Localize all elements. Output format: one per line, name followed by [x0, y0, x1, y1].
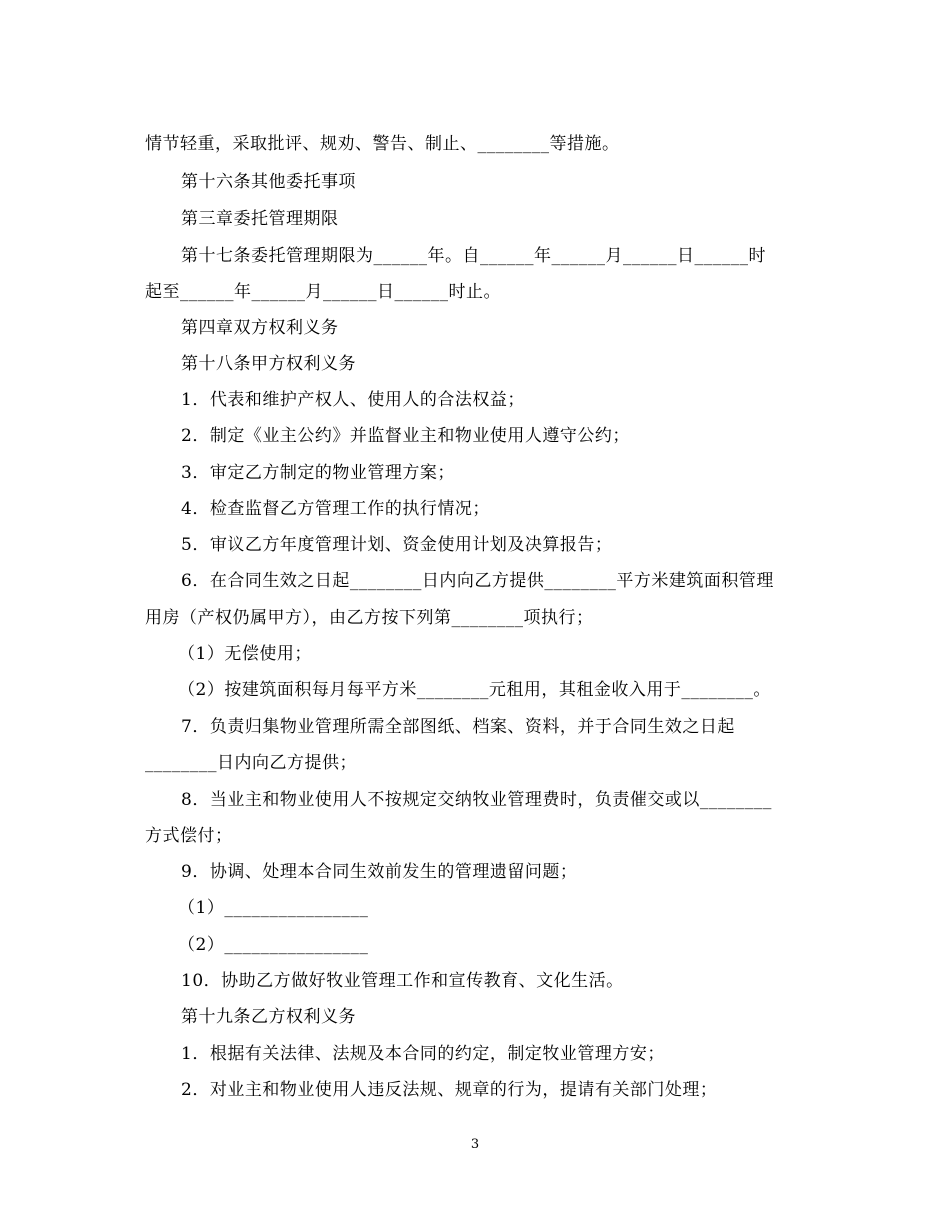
text-line: 方式偿付； — [145, 826, 233, 846]
list-item: 7．负责归集物业管理所需全部图纸、档案、资料，并于合同生效之日起 — [181, 717, 735, 737]
text-line: 用房（产权仍属甲方），由乙方按下列第________项执行； — [145, 608, 594, 628]
list-item: 9．协调、处理本合同生效前发生的管理遗留问题； — [181, 862, 578, 882]
text-line: ________日内向乙方提供； — [145, 753, 357, 773]
list-item: 5．审议乙方年度管理计划、资金使用计划及决算报告； — [181, 535, 613, 555]
list-item: 4．检查监督乙方管理工作的执行情况； — [181, 499, 490, 519]
section-heading: 第十九条乙方权利义务 — [181, 1007, 356, 1027]
list-item: 8．当业主和物业使用人不按规定交纳牧业管理费时，负责催交或以________ — [181, 790, 772, 810]
list-item: （1）________________ — [178, 898, 369, 918]
page-number: 3 — [470, 1137, 480, 1152]
list-item: 10．协助乙方做好牧业管理工作和宣传教育、文化生活。 — [181, 971, 624, 991]
text-line: 情节轻重，采取批评、规劝、警告、制止、________等措施。 — [145, 134, 620, 154]
section-heading: 第十八条甲方权利义务 — [181, 354, 356, 374]
chapter-heading: 第四章双方权利义务 — [181, 318, 339, 338]
list-item: （2）按建筑面积每月每平方米________元租用，其租金收入用于________。 — [178, 680, 771, 700]
list-item: （2）________________ — [178, 935, 369, 955]
list-item: （1）无偿使用； — [178, 644, 312, 664]
list-item: 1．代表和维护产权人、使用人的合法权益； — [181, 390, 525, 410]
list-item: 3．审定乙方制定的物业管理方案； — [181, 463, 455, 483]
list-item: 6．在合同生效之日起________日内向乙方提供________平方米建筑面积管理 — [181, 571, 774, 591]
chapter-heading: 第三章委托管理期限 — [181, 209, 339, 229]
list-item: 2．对业主和物业使用人违反法规、规章的行为，提请有关部门处理； — [181, 1080, 718, 1100]
list-item: 2．制定《业主公约》并监督业主和物业使用人遵守公约； — [181, 426, 630, 446]
text-line: 第十七条委托管理期限为______年。自______年______月______日______时 — [181, 246, 766, 266]
list-item: 1．根据有关法律、法规及本合同的约定，制定牧业管理方安； — [181, 1044, 665, 1064]
section-heading: 第十六条其他委托事项 — [181, 172, 356, 192]
text-line: 起至______年______月______日______时止。 — [145, 282, 501, 302]
